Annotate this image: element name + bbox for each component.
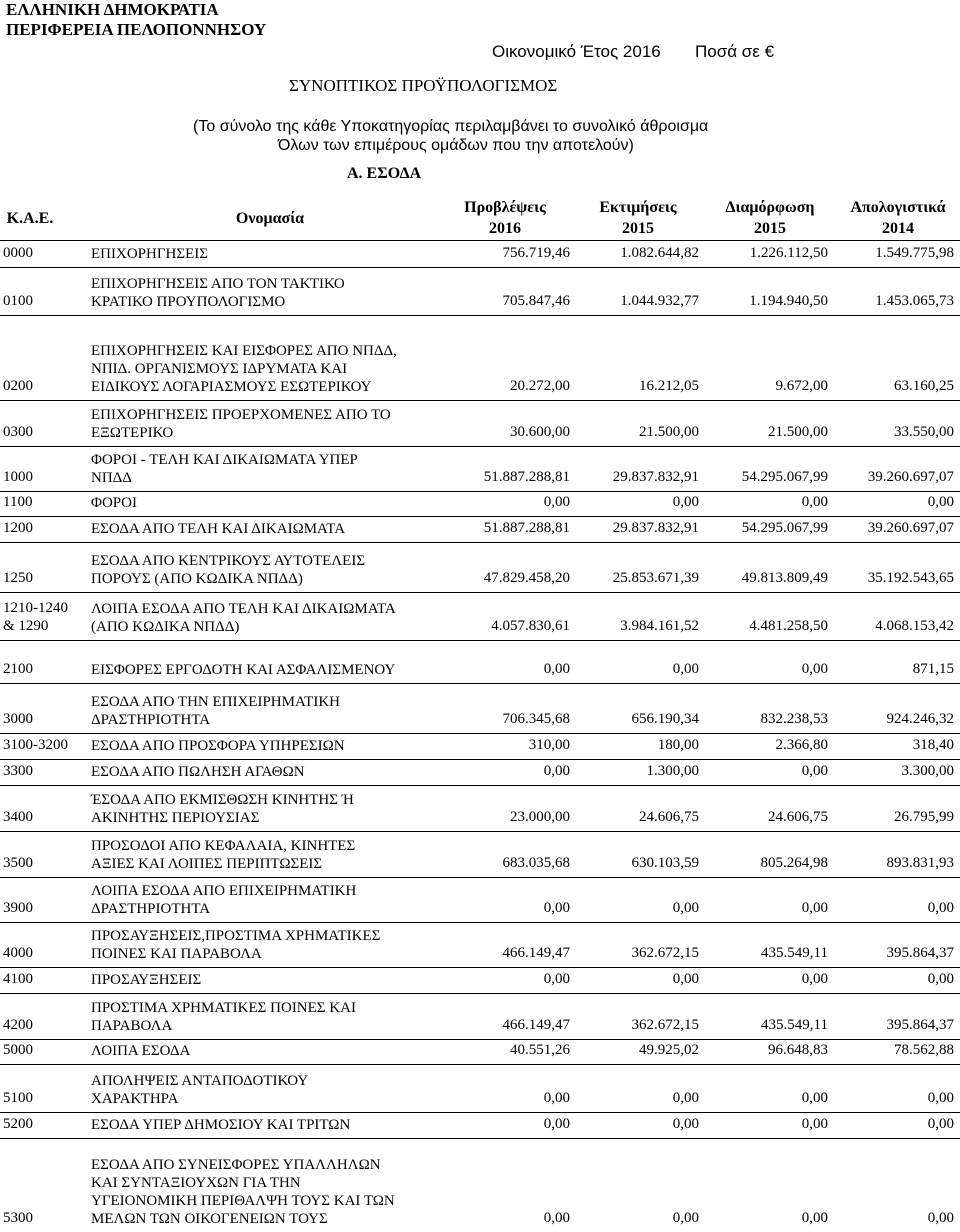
table-row bbox=[0, 518, 960, 542]
row-code: 1210-1240 bbox=[3, 600, 68, 616]
row-name-line: ΦΟΡΟΙ - ΤΕΛΗ ΚΑΙ ΔΙΚΑΙΩΜΑΤΑ ΥΠΕΡ bbox=[91, 452, 358, 468]
row-divider bbox=[0, 967, 960, 968]
col-adjusted-label: Διαμόρφωση bbox=[725, 199, 815, 216]
row-name-line: ΛΟΙΠΑ ΕΣΟΔΑ ΑΠΟ ΤΕΛΗ ΚΑΙ ΔΙΚΑΙΩΜΑΤΑ bbox=[91, 601, 396, 617]
col-estimate-header bbox=[578, 197, 698, 239]
row-value-3: 832.238,53 bbox=[760, 711, 828, 727]
row-value-1: 0,00 bbox=[543, 763, 570, 779]
row-name-line: ΕΣΟΔΑ ΥΠΕΡ ΔΗΜΟΣΙΟΥ ΚΑΙ ΤΡΙΤΩΝ bbox=[91, 1117, 351, 1133]
row-value-2: 0,00 bbox=[672, 494, 699, 510]
row-value-4: 395.864,37 bbox=[886, 945, 954, 961]
table-row bbox=[0, 659, 960, 683]
table-row bbox=[0, 833, 960, 877]
row-name-line: ΕΠΙΧΟΡΗΓΗΣΕΙΣ ΠΡΟΕΡΧΟΜΕΝΕΣ ΑΠΟ ΤΟ bbox=[91, 407, 391, 423]
table-row bbox=[0, 969, 960, 993]
row-code: 4100 bbox=[3, 971, 33, 987]
note-line-1: (Το σύνολο της κάθε Υποκατηγορίας περιλαμβάνει το συνολικό άθροισμα bbox=[193, 118, 709, 135]
row-value-2: 0,00 bbox=[672, 1210, 699, 1226]
table-row bbox=[0, 447, 960, 491]
row-code: 3400 bbox=[3, 809, 33, 825]
row-value-3: 54.295.067,99 bbox=[741, 469, 828, 485]
row-value-2: 3.984.161,52 bbox=[620, 618, 699, 634]
row-value-3: 435.549,11 bbox=[761, 945, 828, 961]
row-value-4: 0,00 bbox=[927, 1090, 954, 1106]
row-value-1: 0,00 bbox=[543, 1116, 570, 1132]
row-name-line: ΕΣΟΔΑ ΑΠΟ ΤΗΝ ΕΠΙΧΕΙΡΗΜΑΤΙΚΗ bbox=[91, 694, 340, 710]
amounts-unit: Ποσά σε € bbox=[695, 42, 775, 61]
table-row bbox=[0, 735, 960, 759]
row-value-1: 466.149,47 bbox=[502, 1017, 570, 1033]
table-row bbox=[0, 268, 960, 315]
row-code: 0000 bbox=[3, 245, 33, 261]
row-value-3: 0,00 bbox=[801, 1090, 828, 1106]
col-estimate-label: Εκτιμήσεις bbox=[599, 199, 677, 216]
fiscal-year: Οικονομικό Έτος 2016 bbox=[492, 42, 661, 61]
row-value-3: 96.648,83 bbox=[768, 1042, 828, 1058]
row-value-2: 1.082.644,82 bbox=[620, 245, 699, 261]
section-heading: Α. ΕΣΟΔΑ bbox=[347, 165, 422, 182]
row-code: 2100 bbox=[3, 661, 33, 677]
row-value-1: 40.551,26 bbox=[510, 1042, 570, 1058]
row-value-3: 805.264,98 bbox=[760, 855, 828, 871]
row-value-1: 0,00 bbox=[543, 1090, 570, 1106]
row-value-2: 656.190,34 bbox=[631, 711, 699, 727]
row-value-3: 0,00 bbox=[801, 1116, 828, 1132]
row-value-4: 33.550,00 bbox=[894, 424, 954, 440]
row-value-3: 1.194.940,50 bbox=[749, 293, 828, 309]
row-value-4: 35.192.543,65 bbox=[867, 570, 954, 586]
row-name-line: ΕΣΟΔΑ ΑΠΟ ΚΕΝΤΡΙΚΟΥΣ ΑΥΤΟΤΕΛΕΙΣ bbox=[91, 553, 366, 569]
table-row bbox=[0, 686, 960, 733]
row-divider bbox=[0, 993, 960, 994]
table-row bbox=[0, 1040, 960, 1064]
col-actual-header bbox=[838, 197, 958, 239]
row-value-4: 0,00 bbox=[927, 1116, 954, 1132]
row-divider bbox=[0, 315, 960, 316]
col-estimate-year: 2015 bbox=[622, 220, 654, 237]
row-value-4: 78.562,88 bbox=[894, 1042, 954, 1058]
table-row bbox=[0, 1114, 960, 1138]
row-value-1: 0,00 bbox=[543, 1210, 570, 1226]
table-row bbox=[0, 923, 960, 967]
row-name-line: ΕΞΩΤΕΡΙΚΟ bbox=[91, 425, 174, 441]
row-value-2: 29.837.832,91 bbox=[612, 469, 699, 485]
row-code: 1000 bbox=[3, 469, 33, 485]
row-value-4: 26.795,99 bbox=[894, 809, 954, 825]
row-value-1: 0,00 bbox=[543, 494, 570, 510]
row-value-1: 0,00 bbox=[543, 661, 570, 677]
row-name-line: ΔΡΑΣΤΗΡΙΟΤΗΤΑ bbox=[91, 712, 211, 728]
row-value-2: 1.044.932,77 bbox=[620, 293, 699, 309]
table-row bbox=[0, 241, 960, 267]
row-value-1: 466.149,47 bbox=[502, 945, 570, 961]
row-name-line: ΛΟΙΠΑ ΕΣΟΔΑ ΑΠΟ ΕΠΙΧΕΙΡΗΜΑΤΙΚΗ bbox=[91, 883, 357, 899]
row-value-3: 0,00 bbox=[801, 900, 828, 916]
row-divider bbox=[0, 400, 960, 401]
row-value-1: 683.035,68 bbox=[502, 855, 570, 871]
row-name-line: ΠΑΡΑΒΟΛΑ bbox=[91, 1018, 173, 1034]
row-value-3: 54.295.067,99 bbox=[741, 520, 828, 536]
row-value-2: 24.606,75 bbox=[639, 809, 699, 825]
row-value-3: 24.606,75 bbox=[768, 809, 828, 825]
republic-heading: ΕΛΛΗΝΙΚΗ ΔΗΜΟΚΡΑΤΙΑ bbox=[6, 0, 219, 19]
col-forecast-label: Προβλέψεις bbox=[464, 199, 546, 216]
row-value-1: 20.272,00 bbox=[510, 378, 570, 394]
table-row bbox=[0, 995, 960, 1039]
row-value-3: 0,00 bbox=[801, 1210, 828, 1226]
row-name-line: ΑΚΙΝΗΤΗΣ ΠΕΡΙΟΥΣΙΑΣ bbox=[91, 810, 260, 826]
row-name-line: ΕΣΟΔΑ ΑΠΟ ΠΩΛΗΣΗ ΑΓΑΘΩΝ bbox=[91, 764, 305, 780]
row-value-2: 21.500,00 bbox=[639, 424, 699, 440]
row-value-3: 435.549,11 bbox=[761, 1017, 828, 1033]
row-value-2: 0,00 bbox=[672, 971, 699, 987]
row-code: 3500 bbox=[3, 855, 33, 871]
row-code: 5200 bbox=[3, 1116, 33, 1132]
row-name-line: ΔΡΑΣΤΗΡΙΟΤΗΤΑ bbox=[91, 901, 211, 917]
row-value-4: 3.300,00 bbox=[901, 763, 954, 779]
row-divider bbox=[0, 831, 960, 832]
row-name-line: ΝΠΔΔ bbox=[91, 470, 132, 486]
row-value-1: 0,00 bbox=[543, 971, 570, 987]
row-name-line: ΕΣΟΔΑ ΑΠΟ ΣΥΝΕΙΣΦΟΡΕΣ ΥΠΑΛΛΗΛΩΝ bbox=[91, 1157, 381, 1173]
row-value-4: 0,00 bbox=[927, 900, 954, 916]
row-code: 0300 bbox=[3, 424, 33, 440]
col-actual-label: Απολογιστικά bbox=[850, 199, 946, 216]
row-value-4: 1.453.065,73 bbox=[875, 293, 954, 309]
row-code: 4000 bbox=[3, 945, 33, 961]
row-name-line: ΥΓΕΙΟΝΟΜΙΚΗ ΠΕΡΙΘΑΛΨΗ ΤΟΥΣ ΚΑΙ ΤΩΝ bbox=[91, 1193, 395, 1209]
row-value-2: 49.925,02 bbox=[639, 1042, 699, 1058]
row-name-line: ΕΙΔΙΚΟΥΣ ΛΟΓΑΡΙΑΣΜΟΥΣ ΕΣΩΤΕΡΙΚΟΥ bbox=[91, 379, 372, 395]
row-name-line: ΚΑΙ ΣΥΝΤΑΞΙΟΥΧΩΝ ΓΙΑ ΤΗΝ bbox=[91, 1175, 301, 1191]
row-value-2: 362.672,15 bbox=[631, 945, 699, 961]
col-forecast-header bbox=[445, 197, 565, 239]
note-line-2: Όλων των επιμέρους ομάδων που την αποτελούν) bbox=[278, 137, 634, 154]
table-row bbox=[0, 787, 960, 831]
row-name-line: ΕΙΣΦΟΡΕΣ ΕΡΓΟΔΟΤΗ ΚΑΙ ΑΣΦΑΛΙΣΜΕΝΟΥ bbox=[91, 662, 396, 678]
table-row bbox=[0, 878, 960, 922]
row-value-1: 705.847,46 bbox=[502, 293, 570, 309]
row-value-1: 0,00 bbox=[543, 900, 570, 916]
row-code: 4200 bbox=[3, 1017, 33, 1033]
row-divider bbox=[0, 1064, 960, 1065]
table-row bbox=[0, 402, 960, 446]
row-divider bbox=[0, 640, 960, 641]
row-value-3: 0,00 bbox=[801, 763, 828, 779]
col-forecast-year: 2016 bbox=[489, 220, 521, 237]
row-value-2: 0,00 bbox=[672, 661, 699, 677]
row-name-line: ΠΟΡΟΥΣ (ΑΠΟ ΚΩΔΙΚΑ ΝΠΔΔ) bbox=[91, 571, 303, 587]
row-value-1: 47.829.458,20 bbox=[483, 570, 570, 586]
row-value-2: 29.837.832,91 bbox=[612, 520, 699, 536]
row-value-1: 4.057.830,61 bbox=[491, 618, 570, 634]
col-actual-year: 2014 bbox=[882, 220, 914, 237]
row-name-line: ΦΟΡΟΙ bbox=[91, 495, 137, 511]
table-row bbox=[0, 330, 960, 400]
row-code: 5300 bbox=[3, 1210, 33, 1226]
row-code: 0200 bbox=[3, 378, 33, 394]
row-value-2: 0,00 bbox=[672, 1090, 699, 1106]
row-value-3: 2.366,80 bbox=[775, 737, 828, 753]
row-value-4: 893.831,93 bbox=[886, 855, 954, 871]
row-code: 1100 bbox=[3, 494, 33, 510]
row-divider bbox=[0, 592, 960, 593]
row-value-4: 318,40 bbox=[912, 737, 954, 753]
col-code-header: Κ.Α.Ε. bbox=[6, 210, 54, 227]
row-name-line: ΧΑΡΑΚΤΗΡΑ bbox=[91, 1091, 179, 1107]
row-divider bbox=[0, 1138, 960, 1139]
row-name-line: ΠΡΟΣΑΥΞΗΣΕΙΣ bbox=[91, 972, 202, 988]
table-row bbox=[0, 544, 960, 592]
region-heading: ΠΕΡΙΦΕΡΕΙΑ ΠΕΛΟΠΟΝΝΗΣΟΥ bbox=[6, 20, 267, 39]
row-value-4: 0,00 bbox=[927, 971, 954, 987]
row-value-2: 180,00 bbox=[657, 737, 699, 753]
row-value-4: 39.260.697,07 bbox=[867, 520, 954, 536]
row-name-line: ΕΠΙΧΟΡΗΓΗΣΕΙΣ ΚΑΙ ΕΙΣΦΟΡΕΣ ΑΠΟ ΝΠΔΔ, bbox=[91, 343, 397, 359]
row-name-line: ΛΟΙΠΑ ΕΣΟΔΑ bbox=[91, 1043, 191, 1059]
row-code: 5000 bbox=[3, 1042, 33, 1058]
table-row bbox=[0, 492, 960, 516]
row-value-3: 21.500,00 bbox=[768, 424, 828, 440]
row-name-line: ΕΠΙΧΟΡΗΓΗΣΕΙΣ bbox=[91, 246, 208, 262]
row-name-line: ΚΡΑΤΙΚΟ ΠΡΟΥΠΟΛΟΓΙΣΜΟ bbox=[91, 294, 286, 310]
row-value-2: 1.300,00 bbox=[646, 763, 699, 779]
row-code: 1200 bbox=[3, 520, 33, 536]
row-value-4: 0,00 bbox=[927, 1210, 954, 1226]
row-value-4: 63.160,25 bbox=[894, 378, 954, 394]
row-name-line: ΠΡΟΣΤΙΜΑ ΧΡΗΜΑΤΙΚΕΣ ΠΟΙΝΕΣ ΚΑΙ bbox=[91, 1000, 356, 1016]
table-row bbox=[0, 1066, 960, 1112]
row-value-4: 0,00 bbox=[927, 494, 954, 510]
row-value-3: 0,00 bbox=[801, 661, 828, 677]
col-name-header: Ονομασία bbox=[235, 210, 305, 227]
row-value-1: 756.719,46 bbox=[502, 245, 570, 261]
row-value-1: 30.600,00 bbox=[510, 424, 570, 440]
row-code-continued: & 1290 bbox=[3, 618, 49, 634]
row-value-3: 49.813.809,49 bbox=[741, 570, 828, 586]
row-value-4: 395.864,37 bbox=[886, 1017, 954, 1033]
row-name-line: ΠΡΟΣΑΥΞΗΣΕΙΣ,ΠΡΟΣΤΙΜΑ ΧΡΗΜΑΤΙΚΕΣ bbox=[91, 928, 381, 944]
row-value-2: 25.853.671,39 bbox=[612, 570, 699, 586]
row-code: 1250 bbox=[3, 570, 33, 586]
row-name-line: ΜΕΛΩΝ ΤΩΝ ΟΙΚΟΓΕΝΕΙΩΝ ΤΟΥΣ bbox=[91, 1211, 328, 1227]
table-row bbox=[0, 594, 960, 640]
row-divider bbox=[0, 785, 960, 786]
row-value-1: 51.887.288,81 bbox=[483, 469, 570, 485]
row-value-3: 0,00 bbox=[801, 971, 828, 987]
row-divider bbox=[0, 516, 960, 517]
row-value-1: 51.887.288,81 bbox=[483, 520, 570, 536]
row-value-2: 0,00 bbox=[672, 1116, 699, 1132]
row-name-line: ΕΣΟΔΑ ΑΠΟ ΠΡΟΣΦΟΡΑ ΥΠΗΡΕΣΙΩΝ bbox=[91, 738, 345, 754]
row-name-line: ΑΞΙΕΣ ΚΑΙ ΛΟΙΠΕΣ ΠΕΡΙΠΤΩΣΕΙΣ bbox=[91, 856, 323, 872]
row-value-2: 362.672,15 bbox=[631, 1017, 699, 1033]
row-value-3: 1.226.112,50 bbox=[749, 245, 828, 261]
row-name-line: ΕΠΙΧΟΡΗΓΗΣΕΙΣ ΑΠΟ ΤΟΝ ΤΑΚΤΙΚΟ bbox=[91, 276, 345, 292]
row-code: 3000 bbox=[3, 711, 33, 727]
col-adjusted-header bbox=[705, 197, 835, 239]
row-name-line: ΈΣΟΔΑ ΑΠΟ ΕΚΜΙΣΘΩΣΗ ΚΙΝΗΤΗΣ Ή bbox=[91, 792, 354, 808]
col-adjusted-year: 2015 bbox=[754, 220, 786, 237]
row-divider bbox=[0, 542, 960, 543]
row-code: 0100 bbox=[3, 293, 33, 309]
row-name-line: ΕΣΟΔΑ ΑΠΟ ΤΕΛΗ ΚΑΙ ΔΙΚΑΙΩΜΑΤΑ bbox=[91, 521, 346, 537]
row-value-2: 16.212,05 bbox=[639, 378, 699, 394]
row-divider bbox=[0, 733, 960, 734]
row-divider bbox=[0, 759, 960, 760]
table-row bbox=[0, 761, 960, 785]
row-value-1: 706.345,68 bbox=[502, 711, 570, 727]
row-name-line: (ΑΠΟ ΚΩΔΙΚΑ ΝΠΔΔ) bbox=[91, 619, 240, 635]
row-value-1: 23.000,00 bbox=[510, 809, 570, 825]
row-name-line: ΑΠΟΛΗΨΕΙΣ ΑΝΤΑΠΟΔΟΤΙΚΟΥ bbox=[91, 1073, 309, 1089]
row-name-line: ΝΠΙΔ. ΟΡΓΑΝΙΣΜΟΥΣ ΙΔΡΥΜΑΤΑ ΚΑΙ bbox=[91, 361, 348, 377]
row-value-2: 0,00 bbox=[672, 900, 699, 916]
row-value-4: 4.068.153,42 bbox=[875, 618, 954, 634]
row-code: 3300 bbox=[3, 763, 33, 779]
row-divider bbox=[0, 1112, 960, 1113]
table-row bbox=[0, 1140, 960, 1232]
row-value-2: 630.103,59 bbox=[631, 855, 699, 871]
row-value-4: 1.549.775,98 bbox=[875, 245, 954, 261]
row-code: 3100-3200 bbox=[3, 737, 68, 753]
row-divider bbox=[0, 683, 960, 684]
row-value-4: 871,15 bbox=[912, 661, 954, 677]
row-value-1: 310,00 bbox=[528, 737, 570, 753]
row-value-4: 39.260.697,07 bbox=[867, 469, 954, 485]
row-name-line: ΠΟΙΝΕΣ ΚΑΙ ΠΑΡΑΒΟΛΑ bbox=[91, 946, 262, 962]
page-title: ΣΥΝΟΠΤΙΚΟΣ ΠΡΟΫΠΟΛΟΓΙΣΜΟΣ bbox=[289, 76, 558, 95]
row-name-line: ΠΡΟΣΟΔΟΙ ΑΠΟ ΚΕΦΑΛΑΙΑ, ΚΙΝΗΤΕΣ bbox=[91, 838, 356, 854]
row-code: 5100 bbox=[3, 1090, 33, 1106]
row-value-3: 4.481.258,50 bbox=[749, 618, 828, 634]
row-value-3: 0,00 bbox=[801, 494, 828, 510]
row-value-4: 924.246,32 bbox=[886, 711, 954, 727]
row-code: 3900 bbox=[3, 900, 33, 916]
row-value-3: 9.672,00 bbox=[775, 378, 828, 394]
